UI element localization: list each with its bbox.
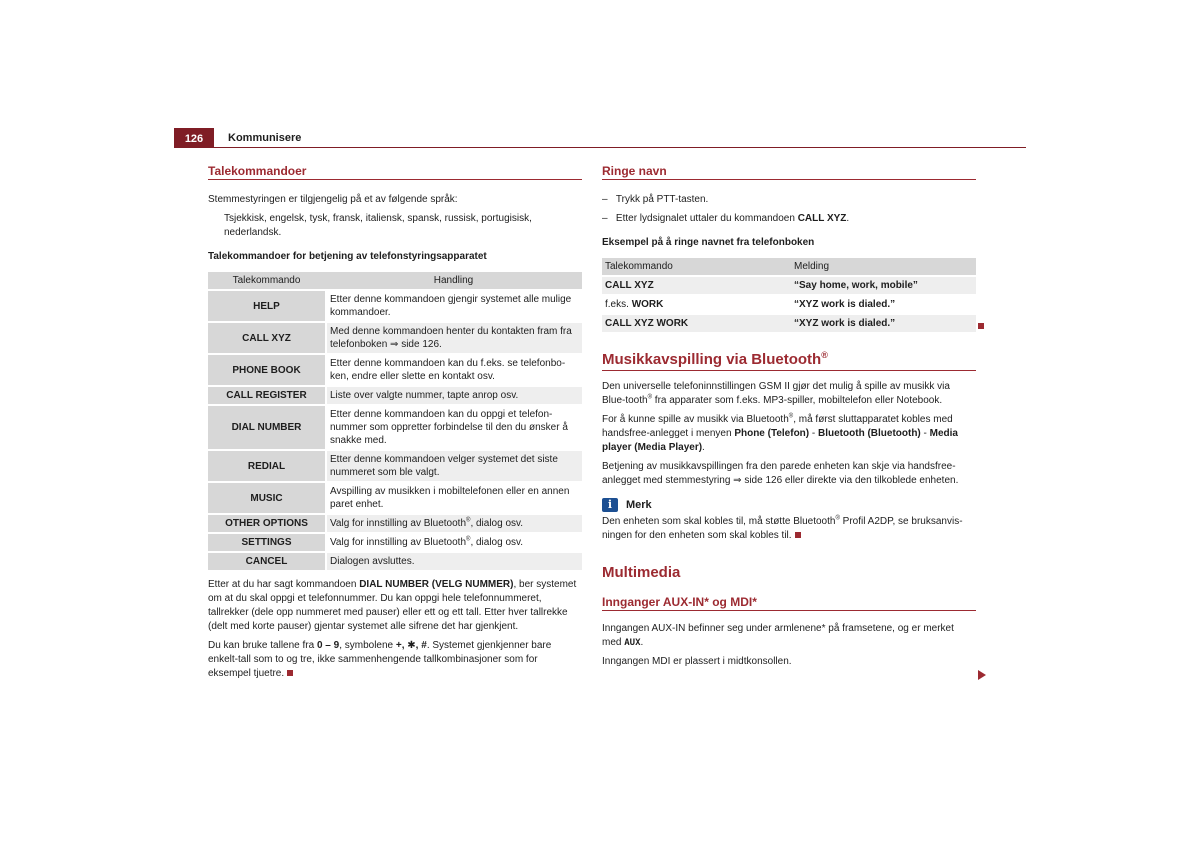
note-text [602,515,976,543]
table-row [208,323,582,353]
text-run: . [640,637,644,648]
command-cell: DIAL NUMBER [208,406,325,449]
mdi-paragraph: Inngangen MDI er plassert i midtkonsollen. [602,656,792,667]
command-cell: MUSIC [208,483,325,513]
text-run: . Systemet gjenkjenner bare enkelt-tall som to og tre, ikke sammenhengende tallkombinasjoner som for eksempel tjuetre. [208,640,552,679]
page-header [174,128,1026,150]
end-mark-icon [978,323,984,329]
table-header-cell: Talekommando [208,272,325,289]
note-header [602,498,976,512]
action-cell: Etter denne kommandoen velger systemet det siste nummeret som ble valgt. [325,451,582,481]
action-cell: Dialogen avsluttes. [325,553,582,570]
command-cell: CALL REGISTER [208,387,325,404]
table-header-cell: Handling [325,272,582,289]
aux-paragraph [602,622,976,650]
action-cell [325,534,582,551]
table-row [208,534,582,551]
page-number: 126 [174,128,214,148]
table-row [208,451,582,481]
table-row [208,387,582,404]
message-cell: “XYZ work is dialed.” [791,315,976,332]
table-row [208,406,582,449]
end-mark-icon [287,670,293,676]
digits-paragraph [208,639,582,681]
table-header-cell: Melding [791,258,976,275]
intro-text: Stemmestyringen er tilgjengelig på et av følgende språk: [208,194,458,205]
table-row [602,296,976,313]
text-run: For å kunne spille av musikk via Bluetooth [602,414,789,425]
chapter-title: Kommunisere [228,132,302,144]
bluetooth-paragraph-1 [602,380,976,408]
registered-mark: ® [835,515,840,522]
step-text: Etter lydsignalet uttaler du kommandoen [615,213,798,224]
command-cell: CALL XYZ [602,277,791,294]
text-run: Den enheten som skal kobles til, må støtte Bluetooth [602,516,836,527]
registered-mark: ® [788,413,794,420]
text-run-bold: Media player (Media Player) [602,428,958,453]
note-title: Merk [626,499,652,511]
bluetooth-paragraph-2 [602,413,976,455]
step-text: Trykk på PTT-tasten. [615,194,709,205]
right-column [602,164,976,669]
text-run: - [920,428,930,439]
text-run-bold: Bluetooth (Bluetooth) [818,428,921,439]
text-run: , symbolene [339,640,396,651]
text-run-bold: WORK [631,299,664,310]
table-row [602,277,976,294]
text-run: fra apparater som f.eks. MP3-spiller, mobiltelefon eller Notebook. [652,395,943,406]
table-row [208,553,582,570]
command-cell: REDIAL [208,451,325,481]
text-run: . [702,442,705,453]
section-heading-multimedia: Multimedia [602,564,681,581]
text-run: Du kan bruke tallene fra [208,640,317,651]
table-row [208,515,582,532]
action-cell: Etter denne kommandoen kan du f.eks. se telefonbo-ken, endre eller slette en kontakt osv. [325,355,582,385]
registered-mark: ® [466,536,471,543]
action-cell: Med denne kommandoen henter du kontakten fram fra telefonboken ⇒ side 126. [325,323,582,353]
action-cell: Etter denne kommandoen gjengir systemet alle mulige kommandoer. [325,291,582,321]
action-text: Valg for innstilling av Bluetooth [330,537,467,548]
step-text: . [846,213,850,224]
command-cell: CALL XYZ WORK [602,315,791,332]
command-cell [602,296,791,313]
text-run: , må først sluttapparatet kobles med handsfree-anlegget i menyen [602,414,953,439]
text-run: - [809,428,819,439]
text-run-bold: DIAL NUMBER (VELG NUMMER) [359,579,514,590]
left-column [208,164,582,681]
action-cell: Etter denne kommandoen kan du oppgi et telefon-nummer som oppretter forbindelse til den du ønsker å snakke med. [325,406,582,449]
dash-icon: – [602,213,616,224]
table-caption: Talekommandoer for betjening av telefonstyringsapparatet [208,251,487,262]
dash-icon: – [602,194,616,205]
aux-label: AUX [624,638,641,648]
registered-mark: ® [647,394,653,401]
command-cell: CANCEL [208,553,325,570]
bluetooth-paragraph-3: Betjening av musikkavspillingen fra den parede enheten kan skje via handsfree-anlegget med stemmestyring ⇒ side 126 eller direkte via den tilkoblede enheten. [602,461,959,486]
message-cell: “Say home, work, mobile” [791,277,976,294]
end-mark-icon [795,532,801,538]
section-heading-bluetooth [602,350,976,371]
example-caption: Eksempel på å ringe navnet fra telefonboken [602,237,815,248]
command-cell: SETTINGS [208,534,325,551]
section-heading-talekommandoer: Talekommandoer [208,164,582,180]
table-row [208,355,582,385]
action-cell [325,515,582,532]
info-icon: i [602,498,618,512]
step-item [602,193,976,207]
text-run: Den universelle telefoninnstillingen GSM II gjør det mulig å spille av musikk via Blue-tooth [602,381,950,406]
action-cell: Liste over valgte nummer, tapte anrop osv. [325,387,582,404]
table-row [208,483,582,513]
registered-mark: ® [821,350,828,360]
section-heading-ringe-navn: Ringe navn [602,164,976,180]
section-heading-aux-mdi: Innganger AUX-IN* og MDI* [602,595,976,611]
dial-number-paragraph [208,578,582,634]
text-run: Etter at du har sagt kommandoen [208,579,360,590]
step-item [602,212,976,226]
text-run: Profil A2DP, se bruksanvis-ningen for den enheten som skal kobles til. [602,516,963,541]
text-run-bold: Phone (Telefon) [734,428,810,439]
heading-text: Musikkavspilling via Bluetooth [602,351,822,368]
registered-mark: ® [466,517,471,524]
command-cell: PHONE BOOK [208,355,325,385]
table-row [602,315,976,332]
table-header-row [208,272,582,289]
text-run: , ber systemet om at du skal oppgi et telefonnummer. Du kan oppgi hele telefonnummeret, tallrekker (dele opp nummeret med pauser) eller ett og ett tall. Etter hver tallrekke (delt med korte pauser) gjentar systemet alle sifrene det har gjenkjent. [208,579,577,632]
example-table [602,256,976,334]
action-text: , dialog osv. [470,518,524,529]
action-text: , dialog osv. [470,537,524,548]
action-cell: Avspilling av musikken i mobiltelefonen eller en annen paret enhet. [325,483,582,513]
text-run-bold: +, ✱, # [395,640,427,651]
table-header-cell: Talekommando [602,258,791,275]
message-cell: “XYZ work is dialed.” [794,299,896,310]
commands-table [208,270,582,572]
table-header-row [602,258,976,275]
command-cell: CALL XYZ [208,323,325,353]
text-run-bold: 0 – 9 [316,640,340,651]
command-cell: HELP [208,291,325,321]
step-text-bold: CALL XYZ [797,213,847,224]
table-row [208,291,582,321]
action-text: Valg for innstilling av Bluetooth [330,518,467,529]
header-rule [214,147,1026,148]
continue-arrow-icon [978,670,986,680]
text-run: Inngangen AUX-IN befinner seg under armlenene* på framsetene, og er merket med [602,623,954,648]
languages-text: Tsjekkisk, engelsk, tysk, fransk, italiensk, spansk, russisk, portugisisk, nederlandsk. [224,213,532,238]
text-run: f.eks. [605,299,632,310]
command-cell: OTHER OPTIONS [208,515,325,532]
